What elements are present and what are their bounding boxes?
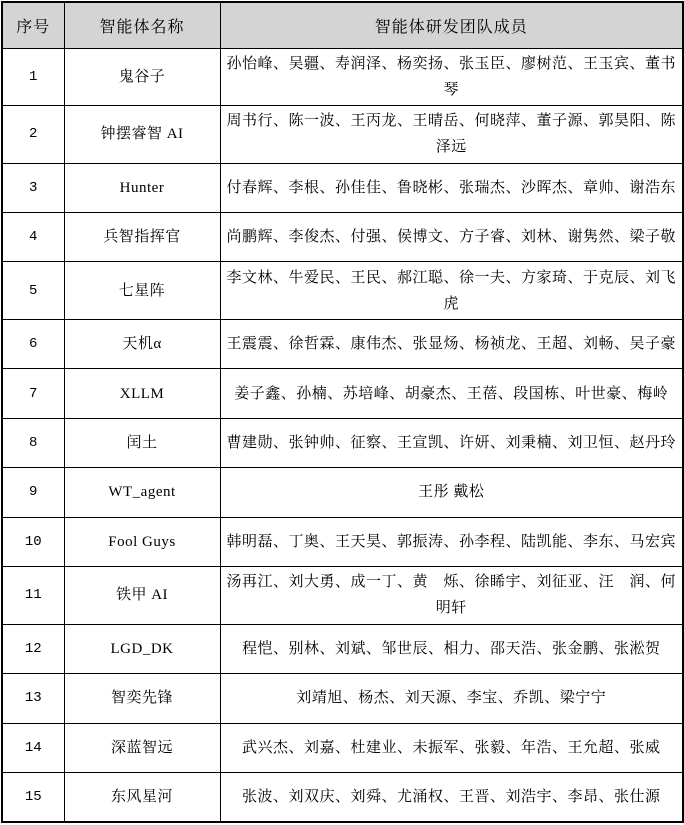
column-header-agent-name: 智能体名称 bbox=[64, 2, 220, 48]
cell-team-members: 武兴杰、刘嘉、杜建业、未振军、张毅、年浩、王允超、张威 bbox=[220, 723, 683, 772]
cell-agent-name: 深蓝智远 bbox=[64, 723, 220, 772]
cell-agent-name: Hunter bbox=[64, 163, 220, 212]
table-row bbox=[2, 418, 683, 467]
table-row bbox=[2, 624, 683, 673]
table-row bbox=[2, 163, 683, 212]
table-row bbox=[2, 106, 683, 164]
cell-team-members: 李文林、牛爱民、王民、郝江聪、徐一夫、方家琦、于克辰、刘飞虎 bbox=[220, 262, 683, 320]
cell-index: 3 bbox=[2, 163, 64, 212]
cell-agent-name: 闰土 bbox=[64, 418, 220, 467]
table-row bbox=[2, 517, 683, 566]
table-row bbox=[2, 212, 683, 261]
cell-index: 15 bbox=[2, 772, 64, 822]
table-row bbox=[2, 262, 683, 320]
agents-table bbox=[1, 1, 684, 823]
cell-index: 1 bbox=[2, 48, 64, 106]
table-header bbox=[2, 2, 683, 48]
cell-index: 8 bbox=[2, 418, 64, 467]
cell-index: 2 bbox=[2, 106, 64, 164]
cell-index: 12 bbox=[2, 624, 64, 673]
header-row bbox=[2, 2, 683, 48]
cell-agent-name: 钟摆睿智 AI bbox=[64, 106, 220, 164]
table-row bbox=[2, 674, 683, 723]
table-row bbox=[2, 48, 683, 106]
cell-index: 5 bbox=[2, 262, 64, 320]
cell-team-members: 付春辉、李根、孙佳佳、鲁晓彬、张瑞杰、沙晖杰、章帅、谢浩东 bbox=[220, 163, 683, 212]
cell-agent-name: LGD_DK bbox=[64, 624, 220, 673]
cell-team-members: 孙怡峰、吴疆、寿润泽、杨奕扬、张玉臣、廖树范、王玉宾、董书琴 bbox=[220, 48, 683, 106]
cell-agent-name: 东风星河 bbox=[64, 772, 220, 822]
cell-index: 4 bbox=[2, 212, 64, 261]
cell-index: 11 bbox=[2, 567, 64, 625]
cell-team-members: 周书行、陈一波、王丙龙、王晴岳、何晓萍、董子源、郭昊阳、陈泽远 bbox=[220, 106, 683, 164]
column-header-team-members: 智能体研发团队成员 bbox=[220, 2, 683, 48]
cell-agent-name: 七星阵 bbox=[64, 262, 220, 320]
table-row bbox=[2, 369, 683, 418]
cell-agent-name: 鬼谷子 bbox=[64, 48, 220, 106]
cell-agent-name: 铁甲 AI bbox=[64, 567, 220, 625]
cell-agent-name: XLLM bbox=[64, 369, 220, 418]
cell-index: 9 bbox=[2, 468, 64, 517]
table-row bbox=[2, 319, 683, 368]
cell-team-members: 汤再江、刘大勇、成一丁、黄 烁、徐睎宇、刘征亚、汪 润、何明轩 bbox=[220, 567, 683, 625]
cell-team-members: 姜子鑫、孙楠、苏培峰、胡豪杰、王蓓、段国栋、叶世豪、梅岭 bbox=[220, 369, 683, 418]
cell-agent-name: 天机α bbox=[64, 319, 220, 368]
cell-agent-name: 智奕先锋 bbox=[64, 674, 220, 723]
cell-team-members: 刘靖旭、杨杰、刘天源、李宝、乔凯、梁宁宁 bbox=[220, 674, 683, 723]
cell-agent-name: Fool Guys bbox=[64, 517, 220, 566]
table-body bbox=[2, 48, 683, 822]
cell-index: 14 bbox=[2, 723, 64, 772]
cell-index: 6 bbox=[2, 319, 64, 368]
cell-team-members: 王彤 戴松 bbox=[220, 468, 683, 517]
cell-team-members: 王震震、徐哲霖、康伟杰、张显炀、杨祯龙、王超、刘畅、吴子豪 bbox=[220, 319, 683, 368]
table-row bbox=[2, 567, 683, 625]
cell-index: 10 bbox=[2, 517, 64, 566]
cell-team-members: 曹建勋、张钟帅、征察、王宣凯、许妍、刘秉楠、刘卫恒、赵丹玲 bbox=[220, 418, 683, 467]
cell-index: 13 bbox=[2, 674, 64, 723]
cell-team-members: 尚鹏辉、李俊杰、付强、侯博文、方子睿、刘林、谢隽然、梁子敬 bbox=[220, 212, 683, 261]
cell-team-members: 程恺、别林、刘斌、邹世辰、相力、邵天浩、张金鹏、张淞贺 bbox=[220, 624, 683, 673]
cell-team-members: 张波、刘双庆、刘舜、尤涌权、王晋、刘浩宇、李昂、张仕源 bbox=[220, 772, 683, 822]
cell-agent-name: 兵智指挥官 bbox=[64, 212, 220, 261]
column-header-index: 序号 bbox=[2, 2, 64, 48]
table-row bbox=[2, 468, 683, 517]
table-row bbox=[2, 723, 683, 772]
cell-index: 7 bbox=[2, 369, 64, 418]
table-row bbox=[2, 772, 683, 822]
cell-agent-name: WT_agent bbox=[64, 468, 220, 517]
cell-team-members: 韩明磊、丁奥、王天昊、郭振涛、孙李程、陆凯能、李东、马宏宾 bbox=[220, 517, 683, 566]
